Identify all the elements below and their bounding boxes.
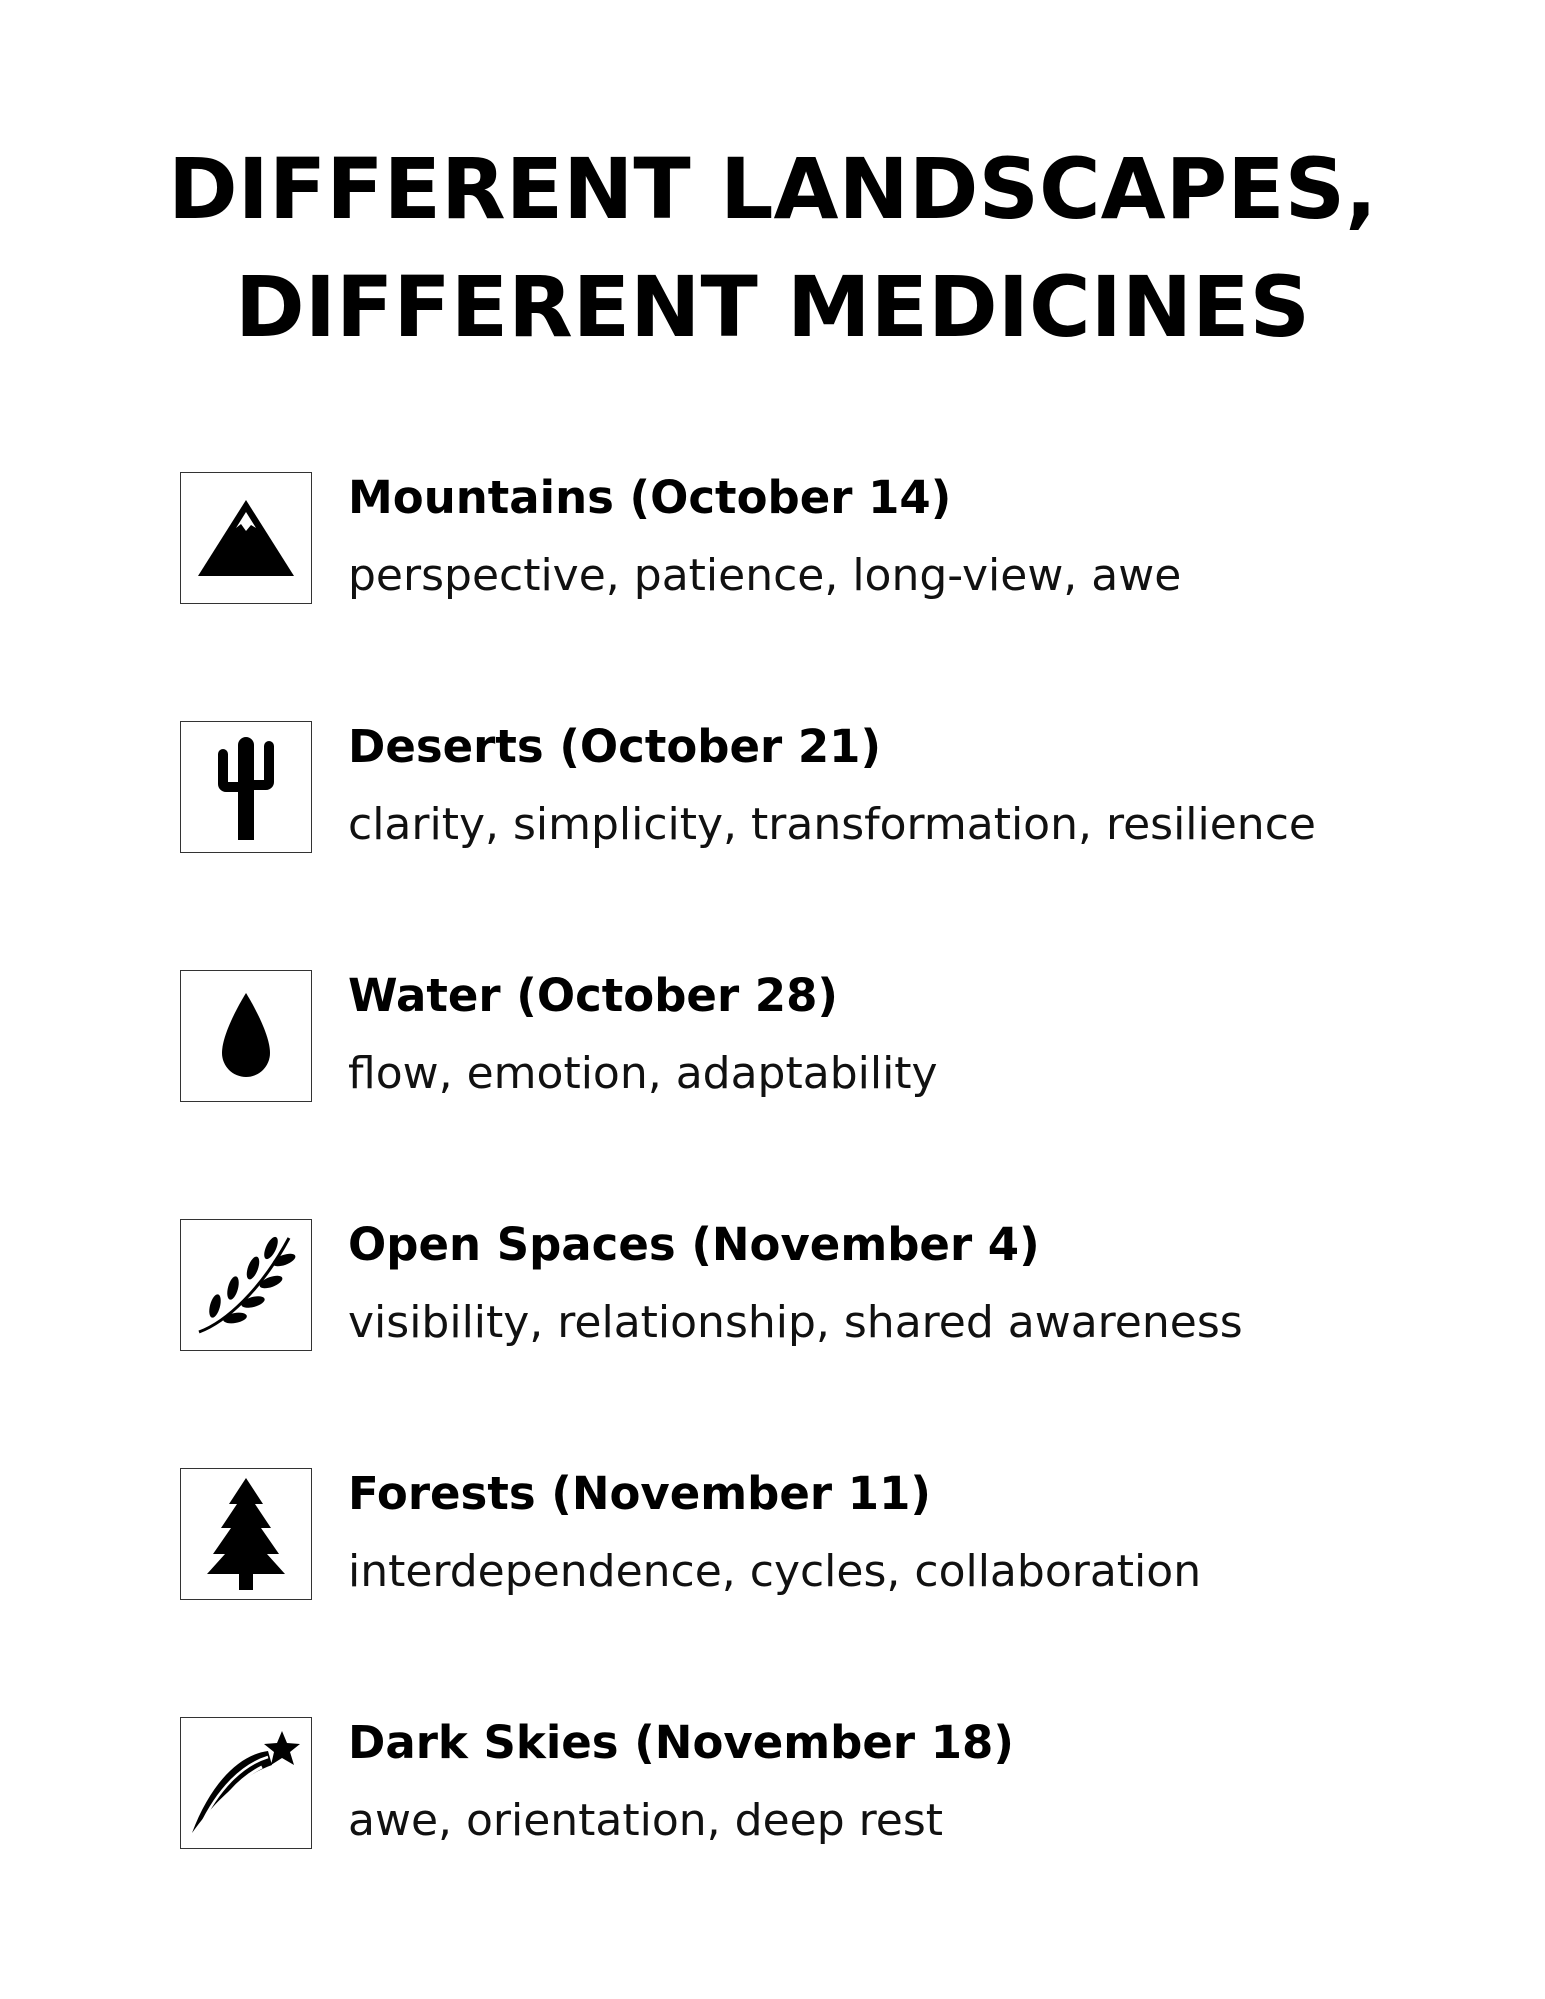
mountain-icon <box>180 472 312 604</box>
landscape-entry-open-spaces <box>180 1219 1430 1355</box>
entry-description: interdependence, cycles, collaboration <box>348 1546 1202 1597</box>
entry-title: Mountains (October 14) <box>348 471 952 524</box>
entry-title: Water (October 28) <box>348 969 838 1022</box>
entry-title: Open Spaces (November 4) <box>348 1218 1040 1271</box>
landscape-entry-water <box>180 970 1430 1106</box>
entry-title: Dark Skies (November 18) <box>348 1716 1014 1769</box>
shooting-star-icon <box>180 1717 312 1849</box>
entry-description: perspective, patience, long-view, awe <box>348 550 1182 601</box>
grass-sprig-icon <box>180 1219 312 1351</box>
page-title <box>0 130 1545 366</box>
entry-description: visibility, relationship, shared awareness <box>348 1297 1243 1348</box>
page-title-line-2: DIFFERENT MEDICINES <box>234 258 1311 356</box>
entry-description: clarity, simplicity, transformation, resilience <box>348 799 1316 850</box>
pine-tree-icon <box>180 1468 312 1600</box>
water-drop-icon <box>180 970 312 1102</box>
entry-description: flow, emotion, adaptability <box>348 1048 938 1099</box>
landscape-entry-mountains <box>180 472 1430 608</box>
landscape-entry-dark-skies <box>180 1717 1430 1853</box>
entry-title: Deserts (October 21) <box>348 720 882 773</box>
page-title-line-1: DIFFERENT LANDSCAPES, <box>167 140 1378 238</box>
landscape-entry-deserts <box>180 721 1430 857</box>
landscape-entry-forests <box>180 1468 1430 1604</box>
entry-title: Forests (November 11) <box>348 1467 931 1520</box>
cactus-icon <box>180 721 312 853</box>
entry-description: awe, orientation, deep rest <box>348 1795 944 1846</box>
